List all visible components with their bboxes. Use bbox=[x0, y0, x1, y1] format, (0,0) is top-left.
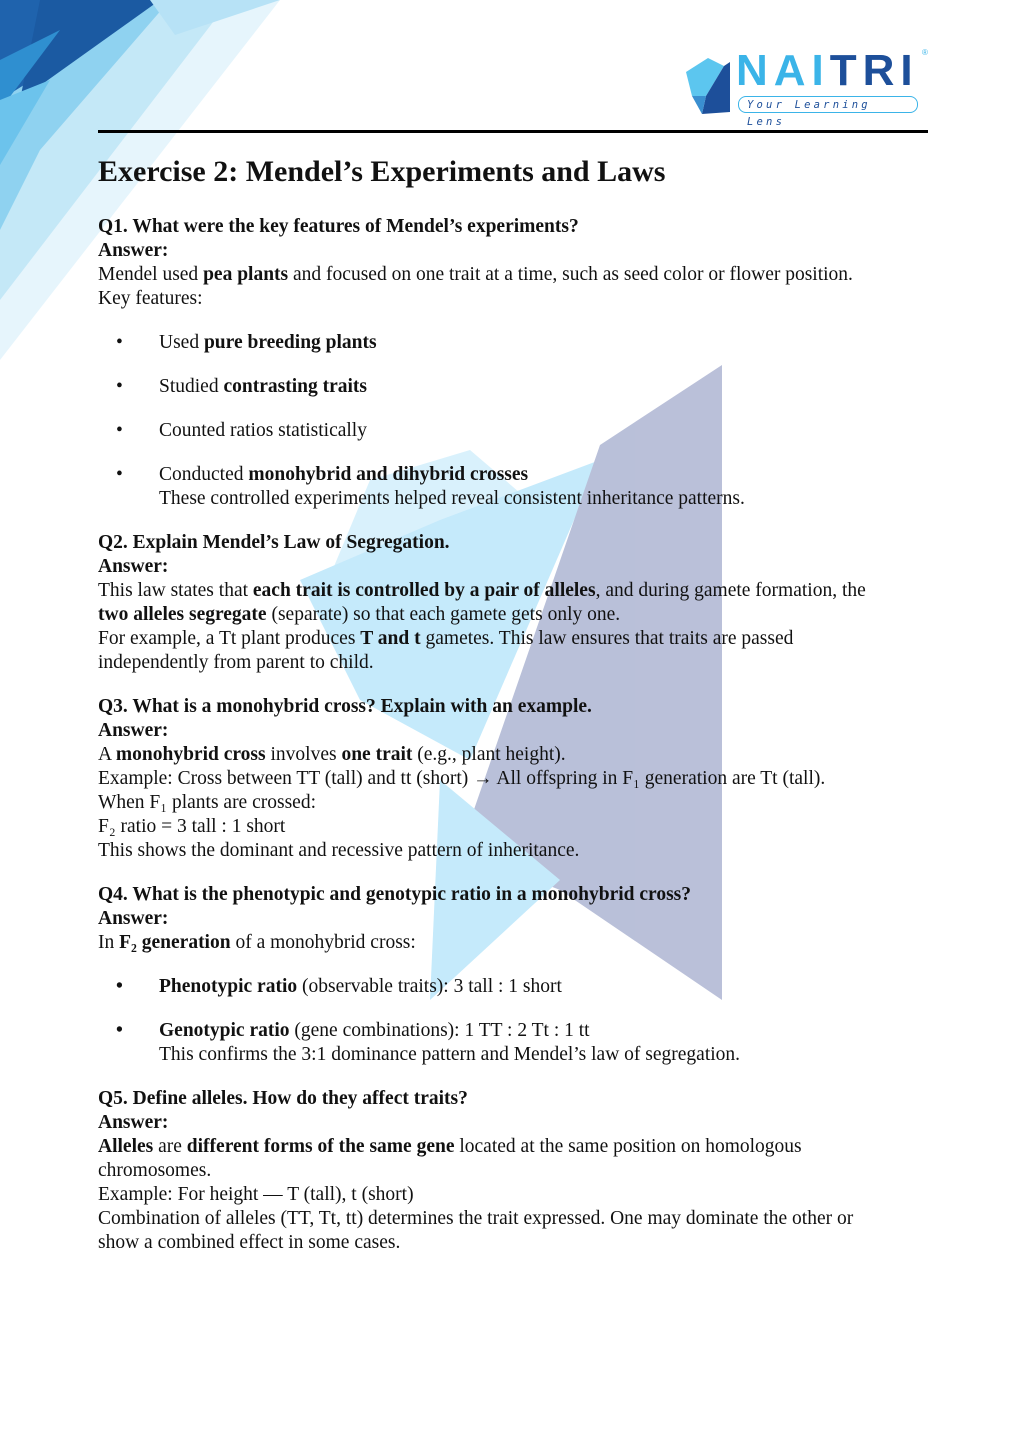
answer-label: Answer: bbox=[98, 240, 169, 261]
question-block-q4 bbox=[98, 883, 928, 1067]
question-heading: Q1. What were the key features of Mendel’s experiments? bbox=[98, 216, 579, 237]
answer-label: Answer: bbox=[98, 1112, 169, 1133]
header-divider bbox=[98, 130, 928, 133]
bullet-icon: • bbox=[116, 376, 123, 397]
answer-text: When F₁ plants are crossed: bbox=[98, 792, 316, 813]
answer-text: Example: Cross between TT (tall) and tt (short) → All offspring in F₁ generation are Tt (tall). bbox=[98, 768, 826, 789]
answer-text: For example, a Tt plant produces T and t gametes. This law ensures that traits are passed bbox=[98, 628, 794, 649]
naitri-logo bbox=[684, 46, 934, 128]
closing-text: These controlled experiments helped reveal consistent inheritance patterns. bbox=[159, 488, 745, 509]
answer-text: Example: For height — T (tall), t (short) bbox=[98, 1184, 414, 1205]
question-block-q2 bbox=[98, 531, 928, 675]
answer-label: Answer: bbox=[98, 908, 169, 929]
answer-text: Alleles are different forms of the same gene located at the same position on homologous bbox=[98, 1136, 802, 1157]
ratio-list bbox=[98, 975, 928, 1067]
logo-mark-icon bbox=[684, 52, 732, 118]
list-item: • Phenotypic ratio (observable traits): 3 tall : 1 short bbox=[116, 976, 562, 997]
answer-label: Answer: bbox=[98, 720, 169, 741]
question-heading: Q4. What is the phenotypic and genotypic ratio in a monohybrid cross? bbox=[98, 884, 692, 905]
answer-text: two alleles segregate (separate) so that each gamete gets only one. bbox=[98, 604, 621, 625]
question-heading: Q5. Define alleles. How do they affect traits? bbox=[98, 1088, 468, 1109]
answer-text: Mendel used pea plants and focused on one trait at a time, such as seed color or flower position. bbox=[98, 264, 853, 285]
answer-text: independently from parent to child. bbox=[98, 652, 374, 673]
question-block-q3 bbox=[98, 695, 928, 863]
question-block-q1 bbox=[98, 215, 928, 511]
logo-text-part1: NAI bbox=[736, 46, 830, 95]
document-body bbox=[98, 150, 928, 1255]
key-features-label: Key features: bbox=[98, 288, 203, 309]
bullet-icon: • bbox=[116, 420, 123, 441]
bullet-icon: • bbox=[116, 976, 123, 997]
bullet-icon: • bbox=[116, 464, 123, 485]
question-block-q5 bbox=[98, 1087, 928, 1255]
logo-wordmark bbox=[736, 46, 919, 96]
page-title: Exercise 2: Mendel’s Experiments and Laws bbox=[98, 155, 666, 188]
answer-text: F₂ ratio = 3 tall : 1 short bbox=[98, 816, 286, 837]
closing-text: This confirms the 3:1 dominance pattern and Mendel’s law of segregation. bbox=[159, 1044, 741, 1065]
list-item: • Genotypic ratio (gene combinations): 1 TT : 2 Tt : 1 tt This confirms the 3:1 dominance pattern and Mendel’s law of segregation. bbox=[116, 1020, 741, 1065]
answer-text: show a combined effect in some cases. bbox=[98, 1232, 401, 1253]
answer-text: This law states that each trait is controlled by a pair of alleles, and during gamete formation, the bbox=[98, 580, 866, 601]
list-item: • Conducted monohybrid and dihybrid crosses These controlled experiments helped reveal consistent inheritance patterns. bbox=[116, 464, 745, 509]
bullet-icon: • bbox=[116, 332, 123, 353]
list-item: • Used pure breeding plants bbox=[116, 332, 377, 353]
answer-label: Answer: bbox=[98, 556, 169, 577]
registered-mark: ® bbox=[922, 48, 928, 57]
question-heading: Q2. Explain Mendel’s Law of Segregation. bbox=[98, 532, 450, 553]
answer-text: chromosomes. bbox=[98, 1160, 212, 1181]
list-item: • Studied contrasting traits bbox=[116, 376, 367, 397]
answer-text: In F₂ generation of a monohybrid cross: bbox=[98, 932, 416, 953]
logo-text-part2: TRI bbox=[829, 46, 919, 95]
key-features-list bbox=[98, 331, 928, 511]
logo-tagline: Your Learning Lens bbox=[738, 96, 918, 113]
list-item: • Counted ratios statistically bbox=[116, 420, 367, 441]
answer-text: This shows the dominant and recessive pattern of inheritance. bbox=[98, 840, 580, 861]
answer-text: A monohybrid cross involves one trait (e.g., plant height). bbox=[98, 744, 566, 765]
question-heading: Q3. What is a monohybrid cross? Explain with an example. bbox=[98, 696, 592, 717]
answer-text: Combination of alleles (TT, Tt, tt) determines the trait expressed. One may dominate the other or bbox=[98, 1208, 854, 1229]
bullet-icon: • bbox=[116, 1020, 123, 1041]
